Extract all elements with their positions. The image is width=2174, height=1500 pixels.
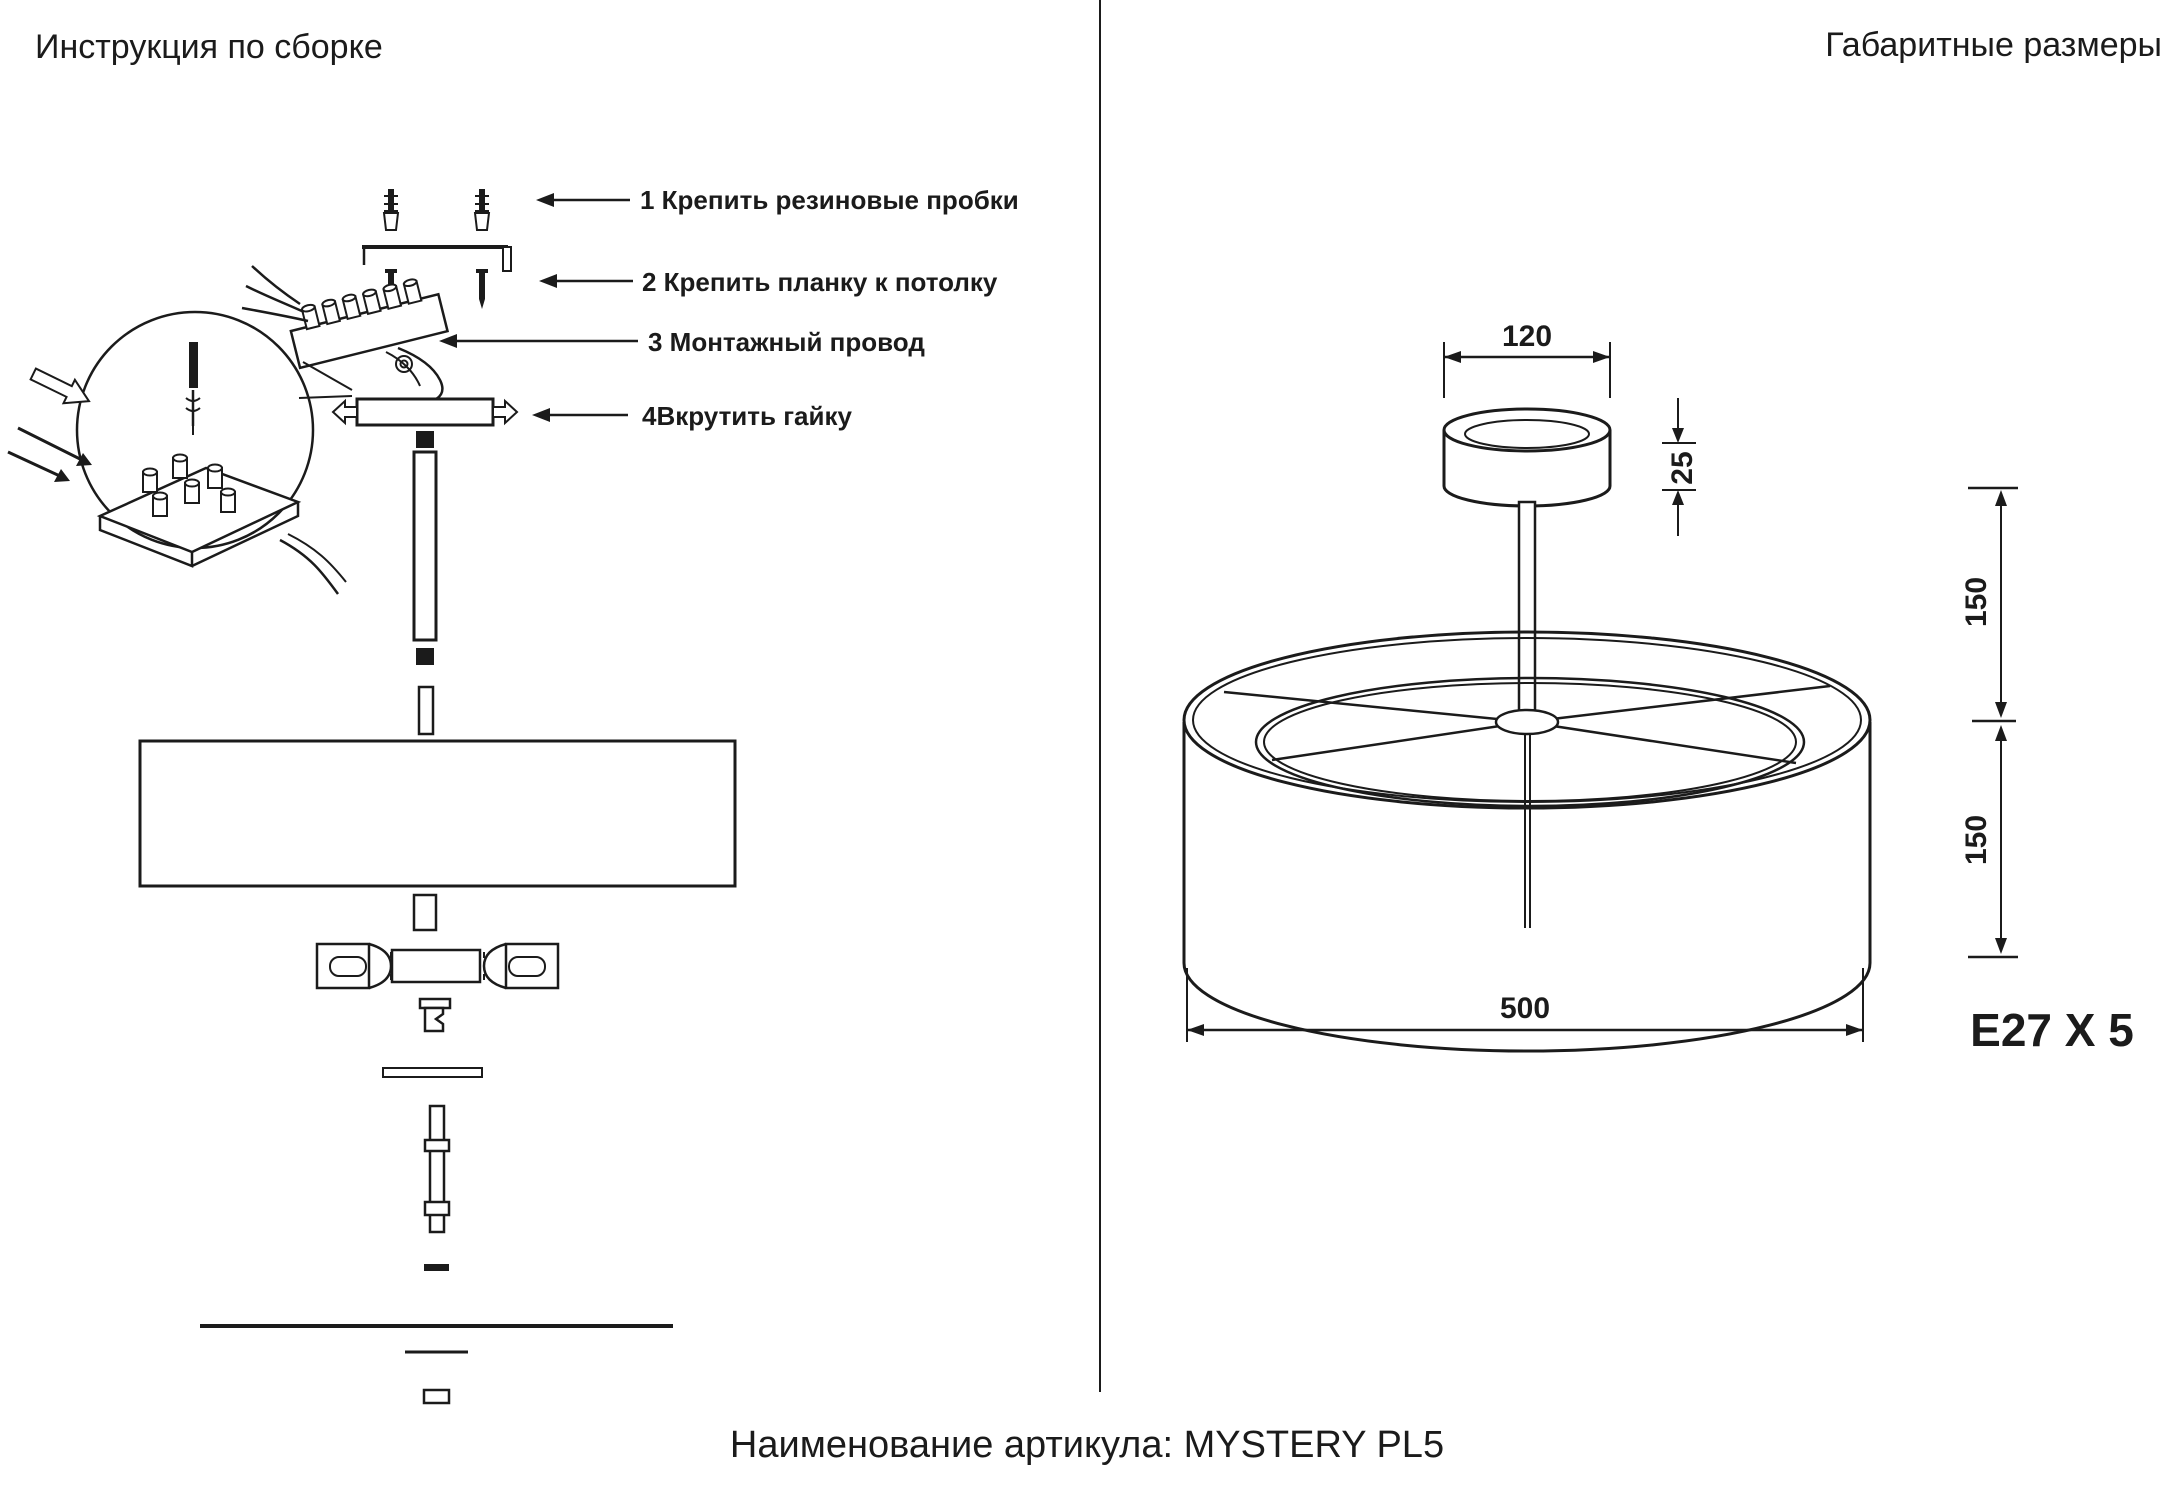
canopy-plate-icon [333, 399, 517, 425]
right-panel-title: Габаритные размеры [1825, 26, 2162, 64]
right-clip-arrow-icon [493, 401, 517, 423]
dim-500-value: 500 [1499, 992, 1551, 1025]
step-4-label: 4Вкрутить гайку [642, 401, 852, 431]
step-1-arrow [536, 193, 630, 207]
nipple-icon [420, 999, 450, 1031]
spacer-icon [424, 1264, 449, 1271]
dim-canopy-diameter [1444, 320, 1610, 398]
dim-canopy-height [1662, 398, 1699, 536]
step-3-label: 3 Монтажный провод [648, 327, 925, 357]
stem-rod-3d-icon [1519, 502, 1535, 718]
lamp-spec-label: E27 X 5 [1970, 1004, 2134, 1056]
dim-shade-diameter [1187, 968, 1863, 1042]
detail-screw-icon [186, 342, 200, 435]
step-1-label: 1 Крепить резиновые пробки [640, 185, 1019, 215]
step-2-arrow [539, 274, 633, 288]
mounting-bracket-icon [362, 247, 511, 271]
dim-heights [1960, 488, 2018, 957]
nut-icon [416, 648, 434, 665]
coupler-icon [419, 687, 433, 734]
finial-icon [424, 1390, 449, 1403]
left-clip-arrow-icon [333, 401, 357, 423]
rubber-plug-icon [384, 189, 489, 230]
step-3-arrow [439, 334, 638, 348]
threaded-rod-icon [425, 1106, 449, 1232]
socket-assembly-icon [317, 944, 558, 988]
wire-loop-icon [386, 348, 442, 401]
washer-disc-icon [383, 1068, 482, 1077]
canopy-3d-icon [1444, 409, 1610, 506]
dim-120-value: 120 [1501, 320, 1553, 353]
step-4-arrow [532, 408, 628, 422]
dim-25-value: 25 [1666, 451, 1699, 485]
detail-terminal-block-icon [100, 455, 346, 595]
lower-rod-icon [414, 895, 436, 930]
stem-rod-icon [414, 452, 436, 640]
dim-150-upper-value: 150 [1960, 576, 1993, 628]
drum-shade-icon [140, 741, 735, 886]
hub-icon [1496, 710, 1558, 734]
left-panel-title: Инструкция по сборке [35, 28, 383, 66]
article-caption: Наименование артикула: MYSTERY PL5 [729, 1424, 1445, 1466]
dim-150-lower-value: 150 [1960, 814, 1993, 866]
terminal-block-icon [242, 266, 448, 368]
step-2-label: 2 Крепить планку к потолку [642, 267, 998, 297]
dimensions-diagram [1100, 0, 2174, 1500]
nut-icon [416, 431, 434, 448]
